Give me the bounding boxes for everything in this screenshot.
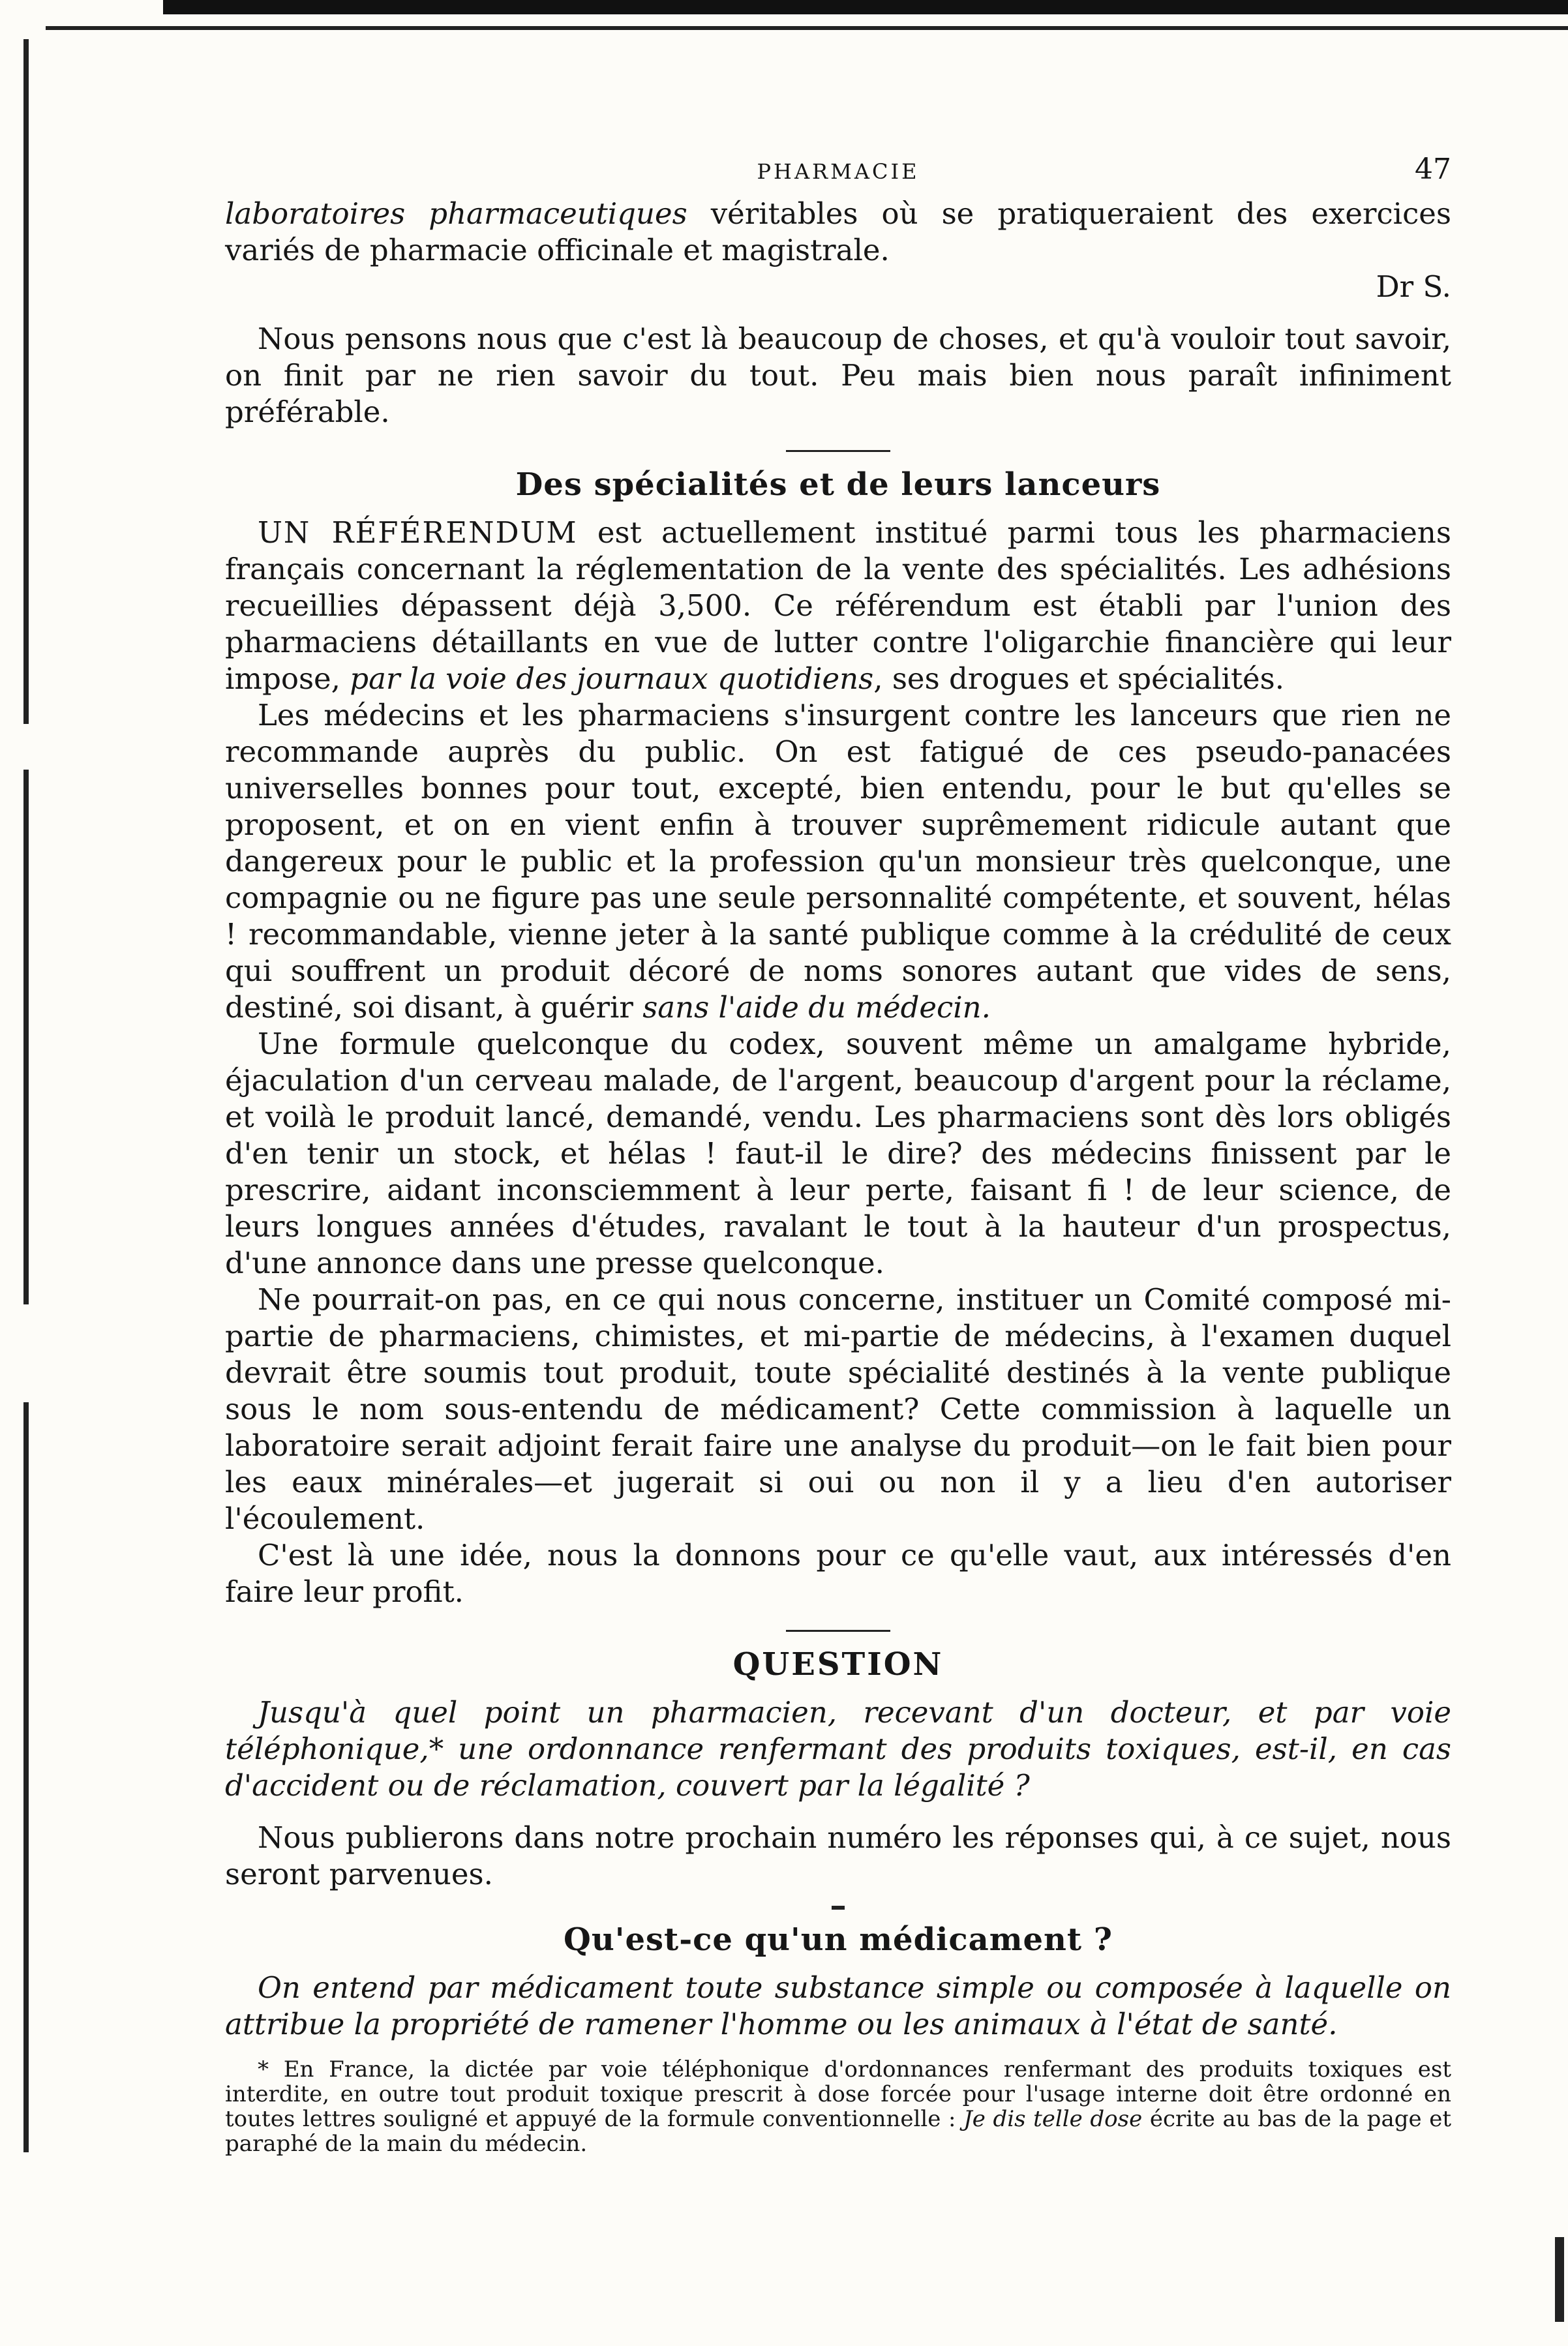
definition-paragraph: On entend par médicament toute substance simple ou composée à laquelle on attribue la propriété de ramener l'homme ou les animaux à l'état de santé. <box>225 1970 1451 2041</box>
footnote: * En France, la dictée par voie téléphonique d'ordonnances renfermant des produits toxiques est interdite, en outre tout produit toxique prescrit à dose forcée pour l'usage interne doit être ordonné en toutes lettres souligné et appuyé de la formule conventionnelle : Je dis telle dose écrite au bas de la page et paraphé de la main du médecin. <box>225 2056 1452 2157</box>
intro-paragraph <box>225 196 1451 269</box>
intro-italic: laboratoires pharmaceutiques <box>225 196 687 231</box>
paragraph: C'est là une idée, nous la donnons pour ce qu'elle vaut, aux intéressés d'en faire leur profit. <box>225 1538 1451 1609</box>
page-number: 47 <box>1415 153 1451 186</box>
scan-left-edge <box>23 39 29 724</box>
footnote-marker: * <box>429 1732 444 1766</box>
intro-text: véritables où se pratiqueraient des exercices variés de pharmacie officinale et magistrale. <box>225 196 1451 267</box>
intro-paragraph-2: Nous pensons nous que c'est là beaucoup de choses, et qu'à vouloir tout savoir, on finit par ne rien savoir du tout. Peu mais bien nous paraît infiniment préférable. <box>225 322 1451 429</box>
question-paragraph: Jusqu'à quel point un pharmacien, recevant d'un docteur, et par voie téléphonique,* une ordonnance renfermant des produits toxiques, est-il, en cas d'accident ou de réclamation, couvert par la légalité ? <box>225 1695 1451 1803</box>
section-title: Des spécialités et de leurs lanceurs <box>515 466 1161 503</box>
scan-top-edge <box>163 0 1568 14</box>
running-title: PHARMACIE <box>757 159 920 184</box>
scan-top-line <box>46 26 1568 30</box>
italic-phrase: sans l'aide du médecin. <box>642 990 991 1025</box>
section-divider <box>786 450 890 452</box>
scan-left-edge <box>23 770 29 1304</box>
section-divider <box>786 1630 890 1632</box>
section-title: Qu'est-ce qu'un médicament ? <box>564 1921 1113 1958</box>
scan-left-edge <box>23 1402 29 2152</box>
scan-right-mark <box>1555 2237 1564 2322</box>
italic-phrase: par la voie des journaux quotidiens <box>350 661 874 696</box>
signature: Dr S. <box>1376 269 1451 304</box>
section-divider <box>832 1906 845 1910</box>
paragraph: UN RÉFÉRENDUM est actuellement institué parmi tous les pharmaciens français concernant la réglementation de la vente des spécialités. Les adhésions recueillies dépassent déjà 3,500. Ce référendum est établi par l'union des pharmaciens détaillants en vue de lutter contre l'oligarchie financière qui leur impose, par la voie des journaux quotidiens, ses drogues et spécialités. <box>225 515 1452 696</box>
answer-paragraph: Nous publierons dans notre prochain numéro les réponses qui, à ce sujet, nous seront parvenues. <box>225 1820 1451 1891</box>
running-head <box>225 150 1451 196</box>
paragraph: Ne pourrait-on pas, en ce qui nous concerne, instituer un Comité composé mi-partie de pharmaciens, chimistes, et mi-partie de médecins, à l'examen duquel devrait être soumis tout produit, toute spécialité destinés à la vente publique sous le nom sous-entendu de médicament? Cette commission à laquelle un laboratoire serait adjoint ferait faire une analyse du produit—on le fait bien pour les eaux minérales—et jugerait si oui ou non il y a lieu d'en autoriser l'écoulement. <box>225 1282 1451 1536</box>
footnote-marker: * <box>258 2056 269 2083</box>
footnote-italic: Je dis telle dose <box>963 2106 1143 2132</box>
paragraph: Une formule quelconque du codex, souvent même un amalgame hybride, éjaculation d'un cerveau malade, de l'argent, beaucoup d'argent pour la réclame, et voilà le produit lancé, demandé, vendu. Les pharmaciens sont dès lors obligés d'en tenir un stock, et hélas ! faut-il le dire? des médecins finissent par le prescrire, aidant inconsciemment à leur perte, faisant fi ! de leur science, de leurs longues années d'études, ravalant le tout à la hauteur d'un prospectus, d'une annonce dans une presse quelconque. <box>225 1027 1451 1280</box>
section-title: QUESTION <box>732 1646 944 1683</box>
page <box>225 150 1451 2156</box>
paragraph: Les médecins et les pharmaciens s'insurgent contre les lanceurs que rien ne recommande auprès du public. On est fatigué de ces pseudo-panacées universelles bonnes pour tout, excepté, bien entendu, pour le but qu'elles se proposent, et on en vient enfin à trouver suprêmement ridicule autant que dangereux pour le public et la profession qu'un monsieur très quelconque, une compagnie ou ne figure pas une seule personnalité compétente, et souvent, hélas ! recommandable, vienne jeter à la santé publique comme à la crédulité de ceux qui souffrent un produit décoré de noms sonores autant que vides de sens, destiné, soi disant, à guérir sans l'aide du médecin. <box>225 698 1451 1025</box>
referendum-lead: UN RÉFÉRENDUM <box>258 515 578 550</box>
